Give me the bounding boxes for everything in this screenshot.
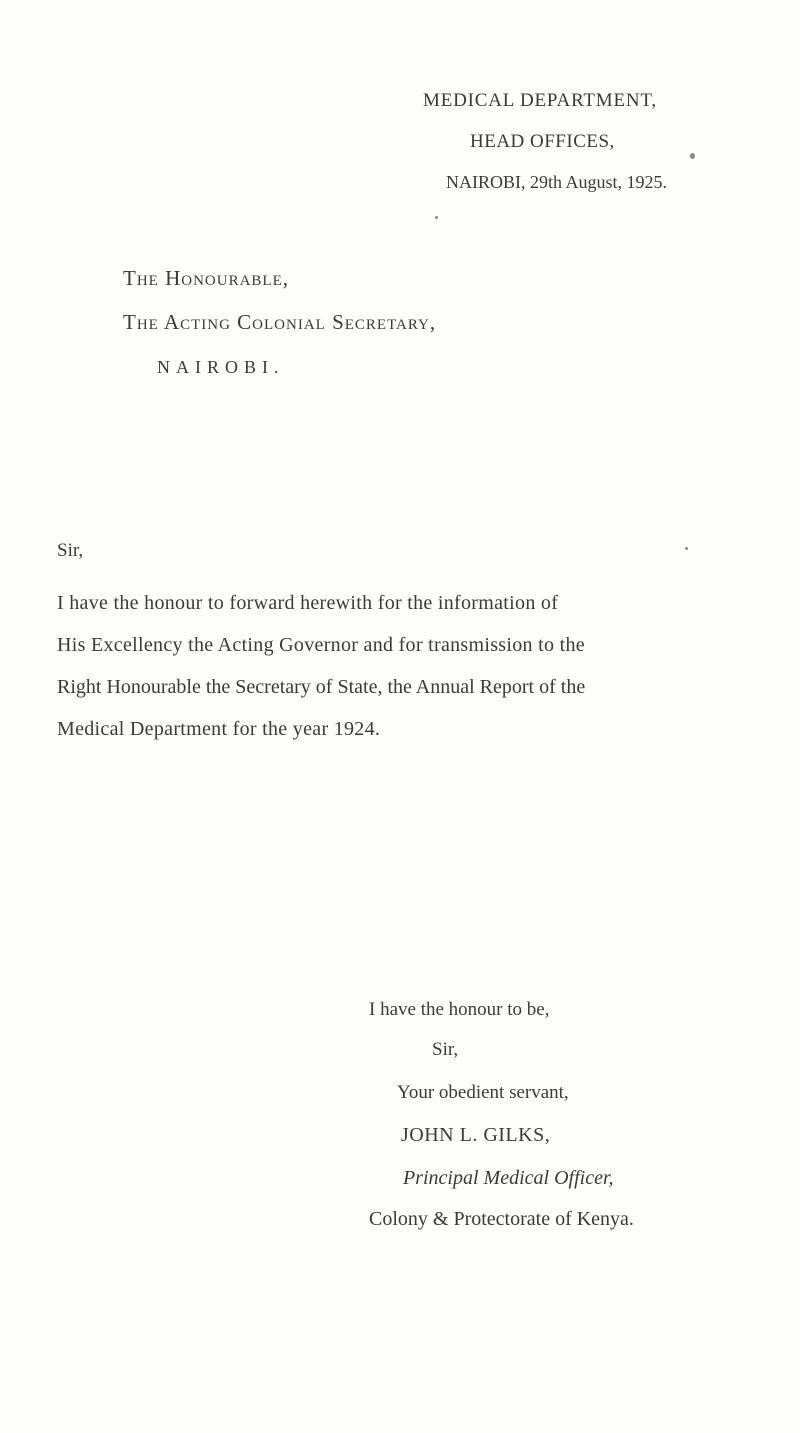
closing-sir: Sir, xyxy=(432,1039,459,1060)
paper-speck xyxy=(690,153,695,159)
body-line-4: Medical Department for the year 1924. xyxy=(57,718,381,740)
signatory-title: Principal Medical Officer, xyxy=(403,1167,614,1189)
addressee-secretary: The Acting Colonial Secretary, xyxy=(123,310,437,334)
addressee-honourable: The Honourable, xyxy=(123,266,289,290)
place-date-line: NAIROBI, 29th August, 1925. xyxy=(446,172,668,192)
body-line-3: Right Honourable the Secretary of State, the Annual Report of the xyxy=(57,676,586,698)
head-offices-heading: HEAD OFFICES, xyxy=(470,131,615,152)
paper-speck xyxy=(435,216,438,219)
body-line-2: His Excellency the Acting Governor and for transmission to the xyxy=(57,634,585,656)
closing-servant: Your obedient servant, xyxy=(397,1082,569,1103)
salutation: Sir, xyxy=(57,540,84,561)
addressee-city: NAIROBI. xyxy=(157,357,285,377)
signatory-name: JOHN L. GILKS, xyxy=(401,1124,551,1146)
body-line-1: I have the honour to forward herewith for the information of xyxy=(57,592,559,614)
closing-honour: I have the honour to be, xyxy=(369,999,550,1020)
paper-speck xyxy=(685,547,688,550)
signatory-colony: Colony & Protectorate of Kenya. xyxy=(369,1208,634,1230)
department-heading: MEDICAL DEPARTMENT, xyxy=(423,90,657,111)
